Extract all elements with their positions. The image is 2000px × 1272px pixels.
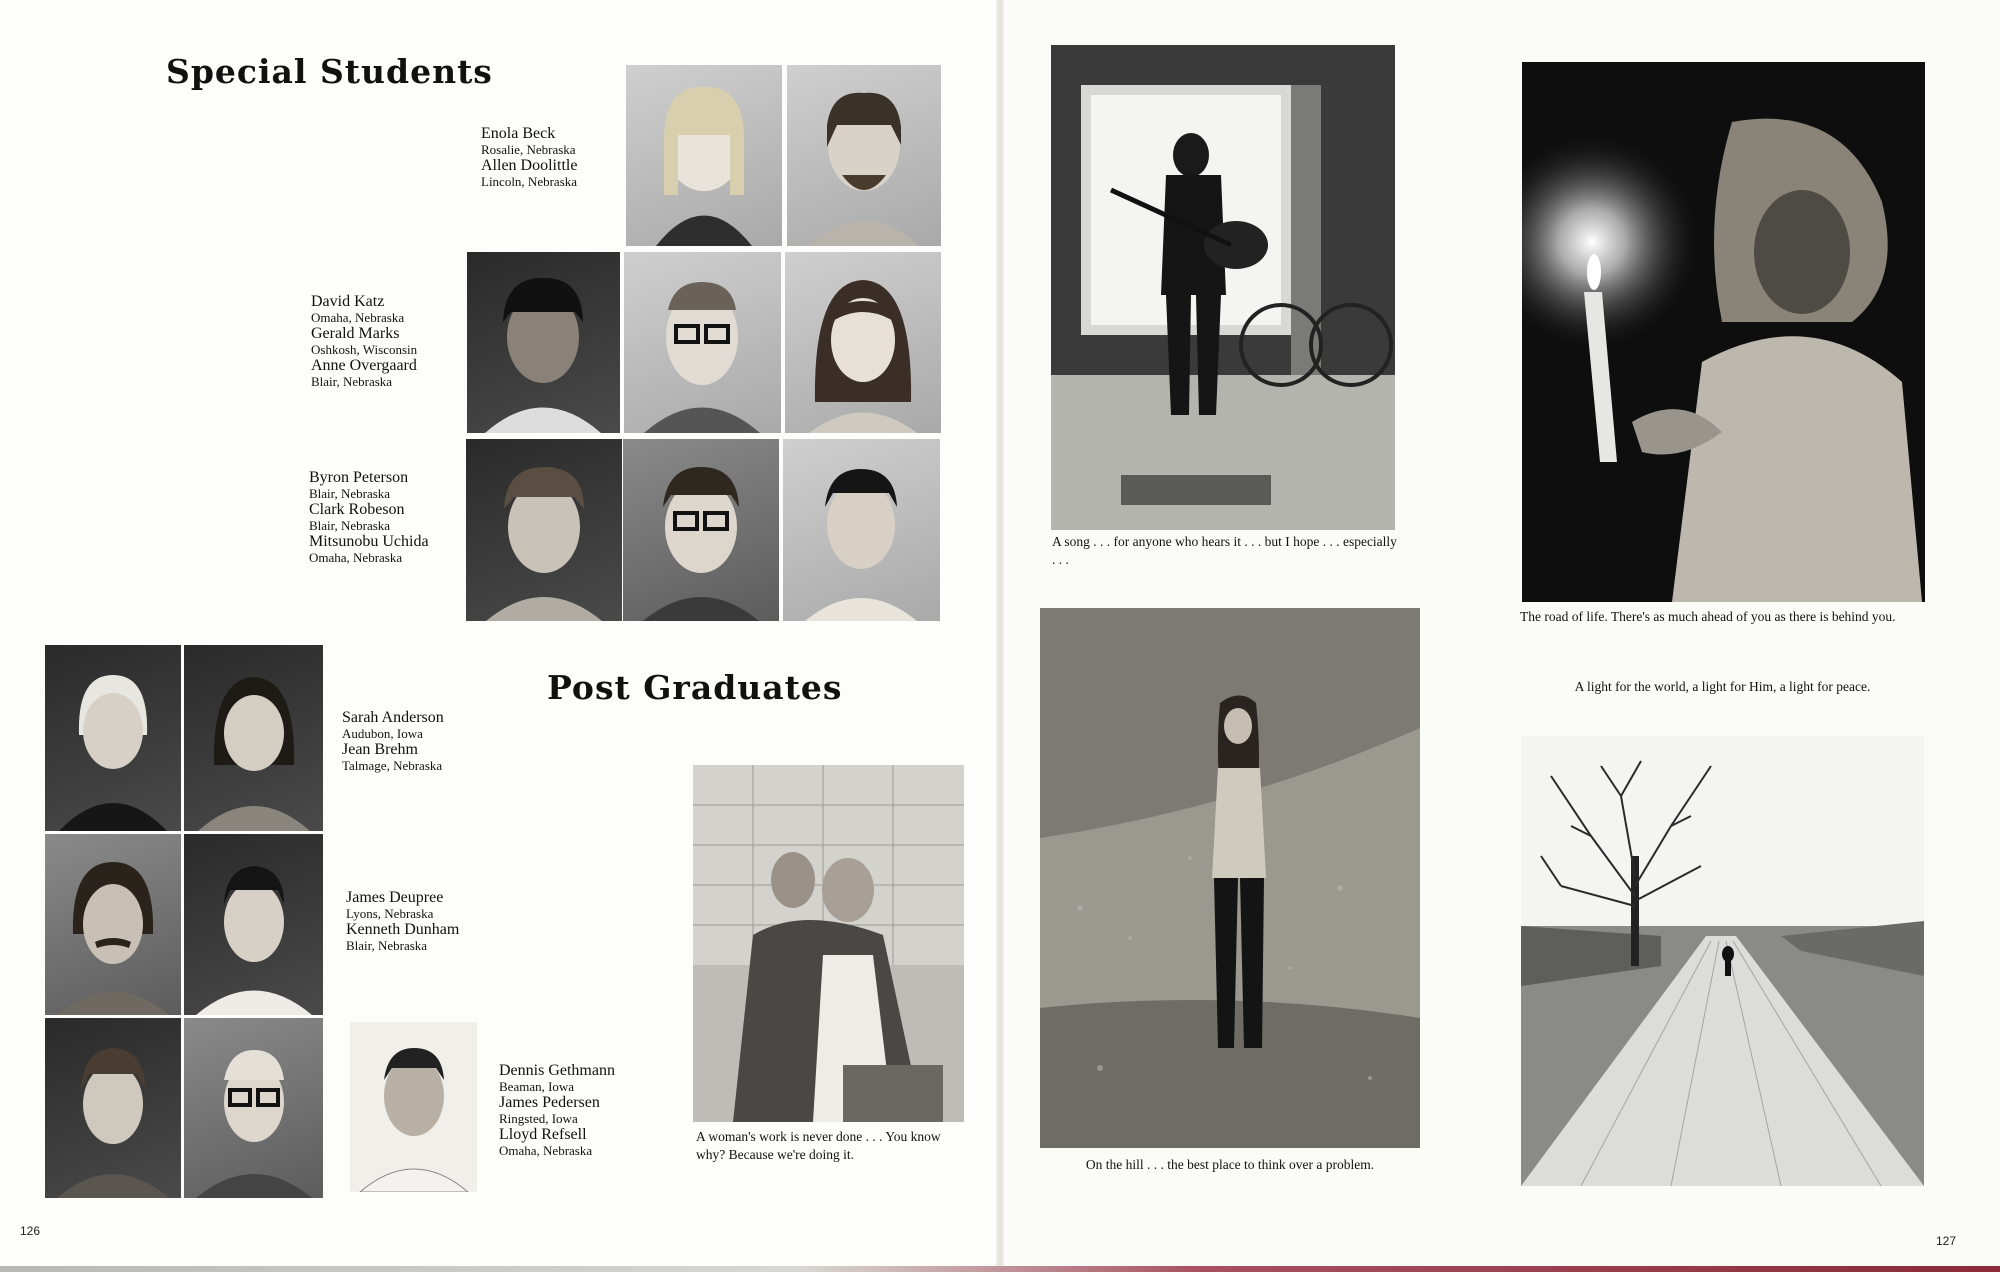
portrait-figure	[184, 645, 323, 831]
student-hometown: Oshkosh, Wisconsin	[311, 342, 418, 357]
portrait-figure	[467, 252, 620, 433]
right-page-number: 127	[1936, 1234, 1957, 1248]
hill-caption: On the hill . . . the best place to think over a problem.	[1085, 1157, 1375, 1172]
portrait-figure	[783, 439, 940, 621]
guitar-scene	[1051, 45, 1395, 530]
portrait-figure	[45, 1018, 181, 1198]
portrait-enola-beck	[626, 65, 782, 246]
student-name: Mitsunobu Uchida	[309, 533, 429, 550]
portrait-gerald-marks	[624, 252, 781, 433]
candle-scene	[1522, 62, 1925, 602]
post-group2-names	[346, 890, 459, 954]
student-name: David Katz	[311, 293, 385, 310]
portrait-figure	[350, 1022, 477, 1192]
portrait-figure	[623, 439, 779, 621]
student-name: Clark Robeson	[309, 501, 405, 518]
road-scene	[1521, 736, 1924, 1186]
student-name: Jean Brehm	[342, 741, 418, 758]
post-group3-names	[499, 1063, 615, 1159]
student-hometown: Lyons, Nebraska	[346, 906, 434, 921]
portrait-figure	[785, 252, 941, 433]
portrait-sarah-anderson	[45, 645, 181, 831]
student-hometown: Ringsted, Iowa	[499, 1111, 578, 1126]
post-graduates-heading: Post Graduates	[547, 668, 843, 707]
left-page-number: 126	[20, 1224, 41, 1238]
student-hometown: Omaha, Nebraska	[309, 550, 403, 565]
candle-caption: The road of life. There's as much ahead of you as there is behind you.	[1520, 609, 1896, 624]
portrait-figure	[466, 439, 622, 621]
candle-light-photo	[1522, 62, 1925, 602]
student-name: Gerald Marks	[311, 325, 400, 342]
hill-girl-photo	[1040, 608, 1420, 1148]
student-hometown: Audubon, Iowa	[342, 726, 423, 741]
student-name: Enola Beck	[481, 125, 556, 142]
student-name: James Pedersen	[499, 1094, 600, 1111]
portrait-lloyd-refsell	[350, 1022, 477, 1192]
student-name: Anne Overgaard	[311, 357, 417, 374]
portrait-figure	[184, 834, 323, 1015]
student-name: Sarah Anderson	[342, 709, 444, 726]
student-hometown: Blair, Nebraska	[309, 518, 391, 533]
portrait-byron-peterson	[466, 439, 622, 621]
student-name: Lloyd Refsell	[499, 1126, 587, 1143]
portrait-figure	[787, 65, 941, 246]
portrait-figure	[626, 65, 782, 246]
post-group1-names	[342, 710, 444, 774]
student-name: Kenneth Dunham	[346, 921, 460, 938]
portrait-james-pedersen	[184, 1018, 323, 1198]
country-road-photo	[1521, 736, 1924, 1186]
portrait-james-deupree	[45, 834, 181, 1015]
student-name: Byron Peterson	[309, 469, 409, 486]
student-hometown: Talmage, Nebraska	[342, 758, 443, 773]
hill-scene	[1040, 608, 1420, 1148]
portrait-mitsunobu-uchida	[783, 439, 940, 621]
student-hometown: Omaha, Nebraska	[311, 310, 405, 325]
student-name: Dennis Gethmann	[499, 1062, 615, 1079]
kitchen-caption: A woman's work is never done . . . You know why? Because we're doing it.	[696, 1129, 941, 1162]
portrait-jean-brehm	[184, 645, 323, 831]
special-group2-names	[311, 294, 417, 390]
student-name: James Deupree	[346, 889, 444, 906]
kitchen-photo	[693, 765, 964, 1122]
portrait-david-katz	[467, 252, 620, 433]
special-group1-names	[481, 126, 577, 190]
portrait-figure	[45, 645, 181, 831]
guitar-window-photo	[1051, 45, 1395, 530]
guitar-caption: A song . . . for anyone who hears it . . . but I hope . . . especially . . .	[1052, 534, 1397, 567]
portrait-figure	[184, 1018, 323, 1198]
kitchen-scene	[693, 765, 964, 1122]
student-name: Allen Doolittle	[481, 157, 578, 174]
student-hometown: Blair, Nebraska	[346, 938, 428, 953]
portrait-figure	[624, 252, 781, 433]
portrait-clark-robeson	[623, 439, 779, 621]
student-hometown: Omaha, Nebraska	[499, 1143, 593, 1158]
portrait-kenneth-dunham	[184, 834, 323, 1015]
portrait-dennis-gethmann	[45, 1018, 181, 1198]
road-caption: A light for the world, a light for Him, a light for peace.	[1574, 679, 1871, 694]
special-group3-names	[309, 470, 429, 566]
portrait-anne-overgaard	[785, 252, 941, 433]
student-hometown: Rosalie, Nebraska	[481, 142, 576, 157]
student-hometown: Lincoln, Nebraska	[481, 174, 578, 189]
book-gutter	[996, 0, 1004, 1272]
page-edge-band	[0, 1266, 2000, 1272]
student-hometown: Blair, Nebraska	[311, 374, 393, 389]
portrait-allen-doolittle	[787, 65, 941, 246]
student-hometown: Beaman, Iowa	[499, 1079, 575, 1094]
portrait-figure	[45, 834, 181, 1015]
student-hometown: Blair, Nebraska	[309, 486, 391, 501]
special-students-heading: Special Students	[166, 52, 493, 91]
